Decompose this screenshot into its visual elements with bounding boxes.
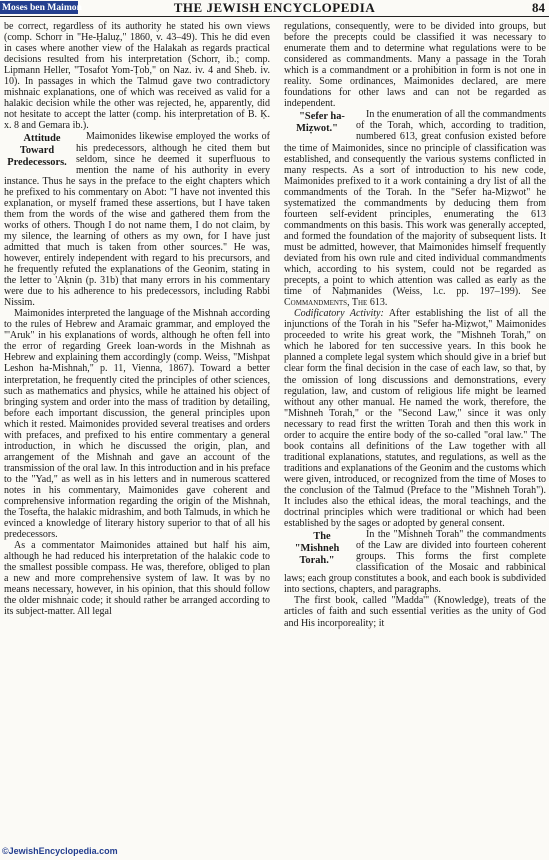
paragraph: Maimonides interpreted the language of the Mishnah according to the rules of Hebrew and Aramaic grammar, and employed the "'Aruk" in his explanations of words, although he often fell into the error of regarding Greek loan-words in the Mishnah as Hebrew and explaining them accordingly (comp. Weiss, "Mishpat Leshon ha-Mishnah," p. 11, Vienna, 1867). Toward a better interpretation, he frequently cited the principles of other sciences, such as mathematics and physics, while he attained his object of bringing system and order into the mass of tradition by detailing, before each important discussion, the general principles upon which it rested. Maimonides provided several treatises and orders with prefaces, and prefixed to his entire commentary a general introduction, in which he discussed the origin, plan, and arrangement of the Mishnah and gave an account of the transmission of the oral law. In this introduction and in his preface to the "Yad," as well as in his letters and in numerous scattered notes in his commentary, Maimonides gave coherent and comprehensive information regarding the origin of the Mishnah, the Tosefta, the halakic midrashim, and both Talmuds, in which he evinced a knowledge of literary history superior to that of all his predecessors. <box>4 308 270 541</box>
paragraph <box>284 529 546 595</box>
paragraph-text: After establishing the list of all the injunctions of the Torah in his "Sefer ha-Miẓwot," Maimonides proceeded to write his great work, the "Mishneh Torah," on which he labored for ten successive years. In this book he planned a complete legal system which should give in a brief but clear form the final decision in the case of each law, so that, by the omission of long discussions and demonstrations, every regulation, law, and custom of religious life might be learned without any other manual. He named the work, therefore, the "Mishneh Torah," or the "Second Law," since it was only necessary to read first the written Torah and then this work in order to acquire the entire body of the so-called "oral law." The book contains all definitions of the Law together with all traditional explanations, statutes, and regulations, as well as the traditions and explanations of the Geonim and the customs which were given, introduced, or recognized from the time of Moses to the conclusion of the Talmud (Preface to the "Mishneh Torah"). It includes also the ethical ideas, the moral teachings, and the doctrinal principles which were traditional or which had been established by the sages or adopted by general consent. <box>284 308 546 530</box>
run-in-heading: Codificatory Activity: <box>294 308 384 320</box>
paragraph-text: Maimonides likewise employed the works of his predecessors, although he cited them but seldom, since he deemed it superfluous to mention the name of his authority in every instance. Thus he says in the preface to the eight chapters which he prefixed to his commentary on Abot: "I have not invented this explanation, or myself framed these assertions, but I have taken them from the words of the wise and gathered them from the works of others. Though I do not name them, I do not claim, by my silence, the learning of others as my own, for I have just admitted that much is taken from other sources." He was, however, entirely independent with regard to his precursors, and he frequently refuted the explanations of the Geonim, stating in the letter to 'Aḳnin (p. 31b) that many errors in his commentary were due to his adherence to his predecessors, including Rabbi Nissim. <box>4 131 270 309</box>
side-heading-attitude: Attitude Toward Predecessors. <box>7 133 67 169</box>
publication-title: THE JEWISH ENCYCLOPEDIA <box>173 0 376 15</box>
cross-reference-link[interactable]: Commandments, The 613. <box>284 297 388 309</box>
left-column <box>4 21 270 841</box>
paragraph-text: In the enumeration of all the commandments of the Torah, which, according to tradition, numbered 613, great confusion existed before the time of Maimonides, since no principle of classification was established, and consequently the various systems conflicted in many respects. As a sort of introduction to his new code, Maimonides prefixed to it a work containing a dry list of all the commandments of the Torah. In the "Sefer ha-Miẓwot" he systematized the commandments by deducing them from fourteen self-evident principles, enumerating the 613 commandments on this basis. This work was generally accepted, and formed the foundation of the majority of subsequent lists. It must be admitted, however, that Maimonides himself frequently deviated from his own rule and cited individual commandments which, according to his system, could not be regarded as precepts, a point to which attention was called as early as the time of Naḥmanides (Weiss, l.c. pp. 197–199). See <box>284 109 546 298</box>
side-heading-mishneh-torah: The "Mishneh Torah." <box>294 531 340 567</box>
paragraph: The first book, called "Madda'" (Knowledge), treats of the articles of faith and such essential verities as the unity of God and His incorporeality; it <box>284 595 546 629</box>
right-column <box>284 21 546 841</box>
paragraph: regulations, consequently, were to be divided into groups, but before the precepts could be classified it was necessary to enumerate them and to determine what regulations were to be considered as commandments. Many a passage in the Torah which is a commandment or a prohibition in form is not one in reality. Some ordinances, Maimonides declared, are mere foundations for other laws and can not be regarded as independent. <box>284 21 546 110</box>
paragraph-text: In the "Mishneh Torah" the commandments of the Law are divided into fourteen coherent groups. This forms the first complete classification of the Mosaic and rabbinical laws; each group constitutes a book, and each book is subdivided into sections, chapters, and paragraphs. <box>284 529 546 596</box>
paragraph: be correct, regardless of its authority he stated his own views (comp. Schorr in "He-Ḥaluẓ," 1860, v. 43–49). This he did even in cases where another view of the Halakah as regards practical decisions resulted from his interpretation (Schorr, ib.; comp. Lipmann Heller, "Tosafot Yom-Ṭob," on Naz. iv. 4 and Sheb. iv. 10). In passages in which the Talmud gave two contradictory mishnaic explanations, one of which was received as valid for a halakic decision while the other was rejected, he, apparently, did not hesitate to accept the latter (comp. his interpretation of B. Ḳ. x. 8 and Gemara ib.). <box>4 21 270 132</box>
site-link[interactable]: ©JewishEncyclopedia.com <box>2 846 118 856</box>
paragraph <box>284 308 546 529</box>
paragraph: As a commentator Maimonides attained but half his aim, although he had reduced his interpretation of the halakic code to the smallest possible compass. He was, therefore, obliged to plan a new and more comprehensive system of law. It was by no means necessary, however, in his opinion, that this should follow the older mishnaic code; it should rather be arranged according to its subject-matter. All legal <box>4 540 270 618</box>
page-header <box>0 0 549 17</box>
site-watermark[interactable] <box>2 846 118 856</box>
paragraph <box>4 131 270 308</box>
side-heading-sefer-ha-mizwot: "Sefer ha-Miẓwot." <box>296 111 345 135</box>
paragraph <box>284 109 546 308</box>
page-number: 84 <box>532 0 545 15</box>
article-title-tab[interactable]: Moses ben Maimon <box>2 2 82 13</box>
